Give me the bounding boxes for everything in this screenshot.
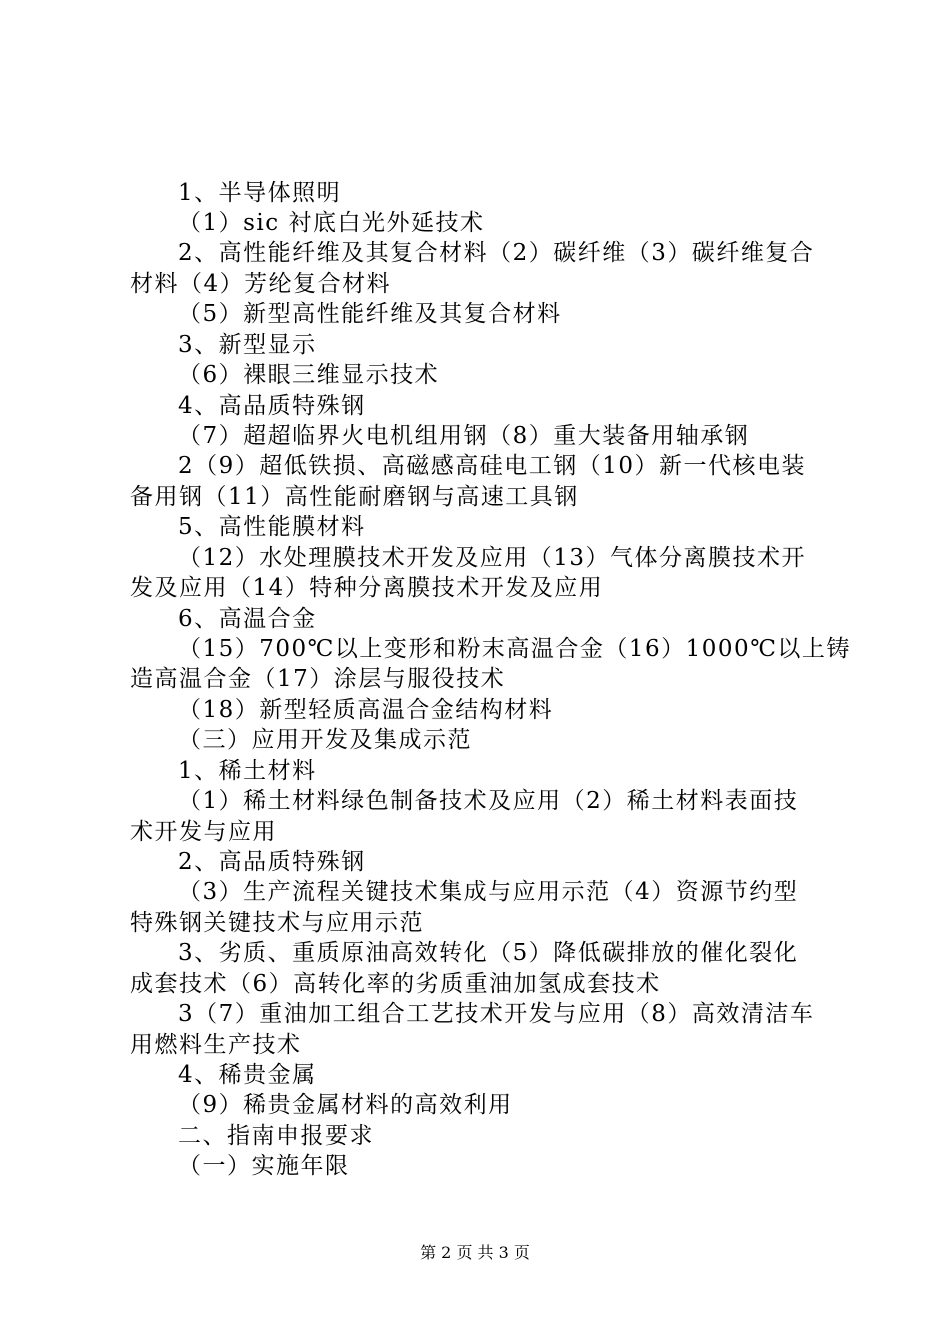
text-line: 二、指南申报要求 [178, 1123, 374, 1149]
text-line: （15）700℃以上变形和粉末高温合金（16）1000℃以上铸 [178, 636, 851, 662]
text-line: （7）超超临界火电机组用钢（8）重大装备用轴承钢 [178, 423, 750, 449]
text-line: （5）新型高性能纤维及其复合材料 [178, 301, 562, 327]
text-line: （18）新型轻质高温合金结构材料 [178, 697, 554, 723]
text-line: 4、高品质特殊钢 [178, 393, 366, 419]
text-line: 3（7）重油加工组合工艺技术开发与应用（8）高效清洁车 [178, 1001, 815, 1027]
text-line: （12）水处理膜技术开发及应用（13）气体分离膜技术开 [178, 545, 807, 571]
text-line: 备用钢（11）高性能耐磨钢与高速工具钢 [130, 484, 579, 510]
text-line: （3）生产流程关键技术集成与应用示范（4）资源节约型 [178, 879, 799, 905]
text-line: 2、高品质特殊钢 [178, 849, 366, 875]
text-line: 1、稀土材料 [178, 758, 317, 784]
text-line: 2（9）超低铁损、高磁感高硅电工钢（10）新一代核电装 [178, 453, 807, 479]
text-line: 5、高性能膜材料 [178, 514, 366, 540]
text-line: （三）应用开发及集成示范 [178, 727, 472, 753]
text-line: 1、半导体照明 [178, 180, 342, 206]
text-line: 特殊钢关键技术与应用示范 [130, 910, 424, 936]
text-line: 3、劣质、重质原油高效转化（5）降低碳排放的催化裂化 [178, 940, 799, 966]
text-line: （1）sic 衬底白光外延技术 [178, 210, 485, 236]
text-line: 发及应用（14）特种分离膜技术开发及应用 [130, 575, 604, 601]
text-line: 2、高性能纤维及其复合材料（2）碳纤维（3）碳纤维复合 [178, 240, 815, 266]
text-line: 材料（4）芳纶复合材料 [130, 271, 392, 297]
text-line: 用燃料生产技术 [130, 1032, 302, 1058]
text-line: 3、新型显示 [178, 332, 317, 358]
text-line: 造高温合金（17）涂层与服役技术 [130, 666, 506, 692]
text-line: 术开发与应用 [130, 819, 277, 845]
text-line: （一）实施年限 [178, 1153, 350, 1179]
text-line: 成套技术（6）高转化率的劣质重油加氢成套技术 [130, 971, 661, 997]
text-line: （9）稀贵金属材料的高效利用 [178, 1092, 513, 1118]
page-number-footer: 第 2 页 共 3 页 [420, 1243, 530, 1262]
text-line: （6）裸眼三维显示技术 [178, 362, 440, 388]
text-line: 6、高温合金 [178, 606, 317, 632]
text-line: （1）稀土材料绿色制备技术及应用（2）稀土材料表面技 [178, 788, 799, 814]
text-line: 4、稀贵金属 [178, 1062, 317, 1088]
